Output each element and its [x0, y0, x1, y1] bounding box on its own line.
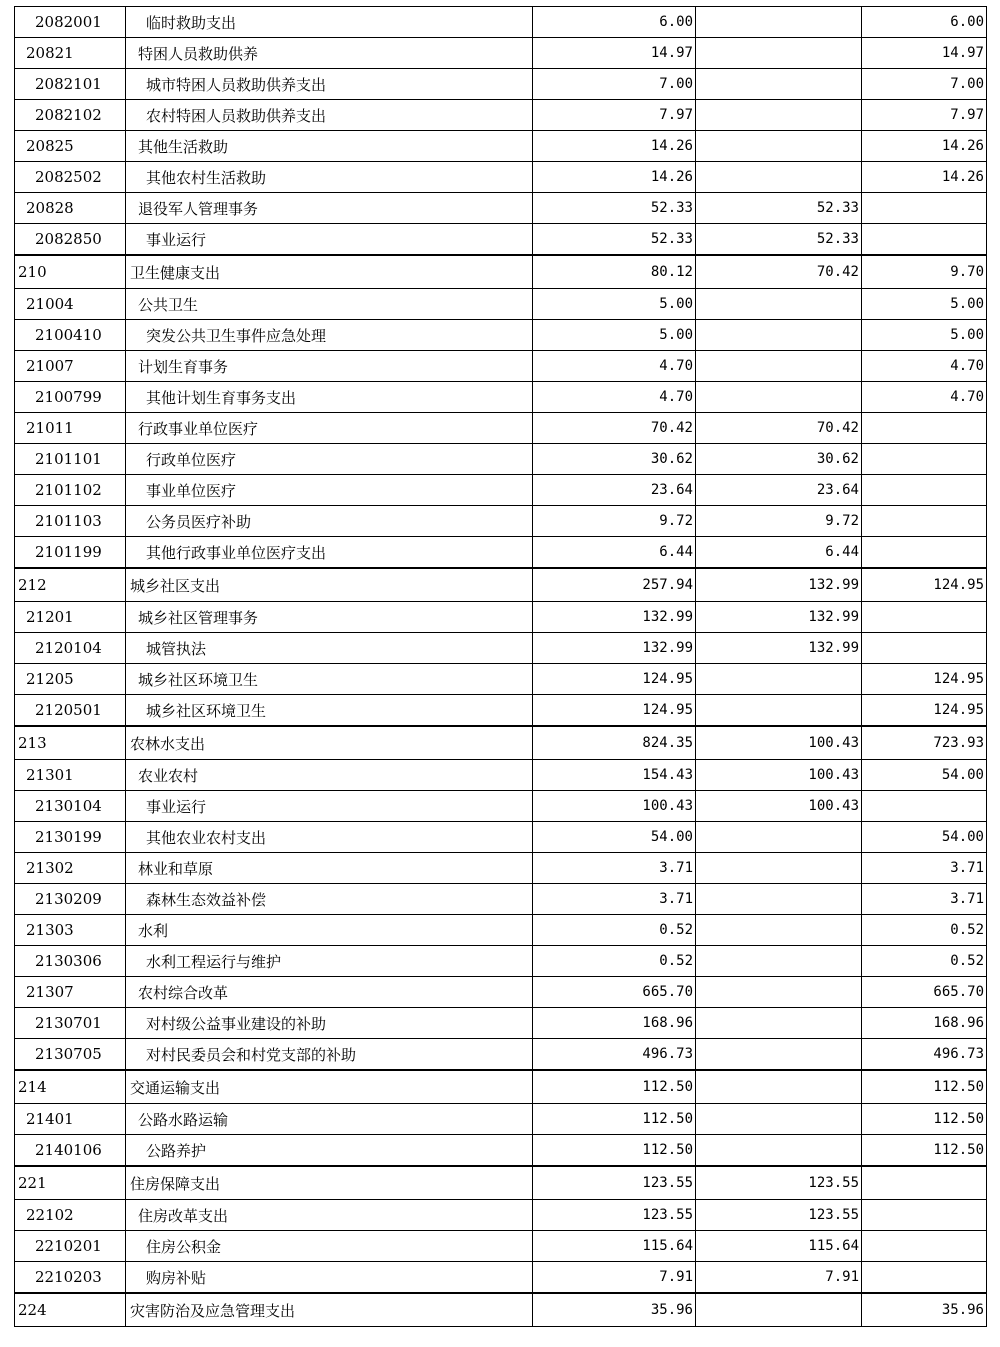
row-code-cell: 2130209	[15, 884, 126, 915]
table-row	[15, 1135, 987, 1167]
table-row	[15, 320, 987, 351]
row-code-cell: 2210203	[15, 1262, 126, 1294]
row-code-cell: 221	[15, 1166, 126, 1200]
row-total-cell: 168.96	[533, 1008, 696, 1039]
row-basic-cell: 115.64	[696, 1231, 862, 1262]
row-name-cell: 城乡社区支出	[126, 568, 533, 602]
row-total-cell: 80.12	[533, 255, 696, 289]
row-total-cell: 4.70	[533, 351, 696, 382]
row-basic-cell	[696, 69, 862, 100]
row-total-cell: 3.71	[533, 853, 696, 884]
table-row	[15, 664, 987, 695]
table-row	[15, 413, 987, 444]
row-name-cell: 突发公共卫生事件应急处理	[126, 320, 533, 351]
row-basic-cell	[696, 289, 862, 320]
row-name-cell: 其他农村生活救助	[126, 162, 533, 193]
row-basic-cell: 100.43	[696, 791, 862, 822]
table-row	[15, 444, 987, 475]
row-code-cell: 2130701	[15, 1008, 126, 1039]
row-code-cell: 224	[15, 1293, 126, 1327]
row-code-cell: 21201	[15, 602, 126, 633]
row-total-cell: 30.62	[533, 444, 696, 475]
row-total-cell: 7.97	[533, 100, 696, 131]
row-basic-cell: 70.42	[696, 255, 862, 289]
table-row	[15, 568, 987, 602]
row-name-cell: 对村民委员会和村党支部的补助	[126, 1039, 533, 1071]
row-name-cell: 城管执法	[126, 633, 533, 664]
row-project-cell: 3.71	[862, 884, 987, 915]
row-code-cell: 2082850	[15, 224, 126, 256]
table-row	[15, 224, 987, 256]
table-row	[15, 602, 987, 633]
row-project-cell	[862, 602, 987, 633]
table-row	[15, 977, 987, 1008]
row-project-cell: 723.93	[862, 726, 987, 760]
row-total-cell: 112.50	[533, 1135, 696, 1167]
row-code-cell: 21004	[15, 289, 126, 320]
row-project-cell	[862, 444, 987, 475]
table-row	[15, 1231, 987, 1262]
row-project-cell: 0.52	[862, 946, 987, 977]
table-row	[15, 1262, 987, 1294]
row-project-cell: 5.00	[862, 320, 987, 351]
row-project-cell: 7.00	[862, 69, 987, 100]
row-basic-cell	[696, 100, 862, 131]
row-code-cell: 214	[15, 1070, 126, 1104]
row-basic-cell	[696, 853, 862, 884]
row-project-cell: 14.26	[862, 162, 987, 193]
row-name-cell: 事业运行	[126, 791, 533, 822]
table-row	[15, 822, 987, 853]
budget-table-body	[15, 7, 987, 1327]
row-name-cell: 水利	[126, 915, 533, 946]
row-project-cell: 168.96	[862, 1008, 987, 1039]
row-name-cell: 森林生态效益补偿	[126, 884, 533, 915]
row-project-cell	[862, 791, 987, 822]
row-total-cell: 124.95	[533, 664, 696, 695]
table-row	[15, 1008, 987, 1039]
row-code-cell: 21011	[15, 413, 126, 444]
row-name-cell: 其他行政事业单位医疗支出	[126, 537, 533, 569]
row-total-cell: 14.26	[533, 131, 696, 162]
row-total-cell: 124.95	[533, 695, 696, 727]
row-basic-cell: 132.99	[696, 568, 862, 602]
row-basic-cell	[696, 1039, 862, 1071]
row-total-cell: 70.42	[533, 413, 696, 444]
row-code-cell: 2210201	[15, 1231, 126, 1262]
row-total-cell: 112.50	[533, 1070, 696, 1104]
table-row	[15, 760, 987, 791]
table-row	[15, 695, 987, 727]
row-total-cell: 123.55	[533, 1166, 696, 1200]
row-basic-cell	[696, 38, 862, 69]
row-project-cell	[862, 1231, 987, 1262]
row-name-cell: 其他计划生育事务支出	[126, 382, 533, 413]
table-row	[15, 884, 987, 915]
row-basic-cell	[696, 382, 862, 413]
row-total-cell: 54.00	[533, 822, 696, 853]
row-total-cell: 6.00	[533, 7, 696, 38]
table-row	[15, 475, 987, 506]
row-name-cell: 水利工程运行与维护	[126, 946, 533, 977]
table-row	[15, 1166, 987, 1200]
row-name-cell: 城乡社区管理事务	[126, 602, 533, 633]
row-total-cell: 35.96	[533, 1293, 696, 1327]
row-code-cell: 20825	[15, 131, 126, 162]
row-name-cell: 特困人员救助供养	[126, 38, 533, 69]
row-basic-cell	[696, 1070, 862, 1104]
row-name-cell: 城乡社区环境卫生	[126, 664, 533, 695]
row-project-cell: 124.95	[862, 664, 987, 695]
table-row	[15, 255, 987, 289]
row-basic-cell: 132.99	[696, 633, 862, 664]
row-name-cell: 农村综合改革	[126, 977, 533, 1008]
row-name-cell: 公路水路运输	[126, 1104, 533, 1135]
row-code-cell: 22102	[15, 1200, 126, 1231]
row-basic-cell	[696, 162, 862, 193]
row-project-cell	[862, 413, 987, 444]
row-basic-cell	[696, 320, 862, 351]
row-project-cell: 496.73	[862, 1039, 987, 1071]
row-code-cell: 2120501	[15, 695, 126, 727]
row-project-cell: 665.70	[862, 977, 987, 1008]
row-name-cell: 农林水支出	[126, 726, 533, 760]
row-total-cell: 132.99	[533, 633, 696, 664]
table-row	[15, 915, 987, 946]
row-project-cell: 112.50	[862, 1104, 987, 1135]
row-code-cell: 21007	[15, 351, 126, 382]
row-total-cell: 0.52	[533, 946, 696, 977]
row-name-cell: 农业农村	[126, 760, 533, 791]
row-project-cell	[862, 475, 987, 506]
row-name-cell: 行政事业单位医疗	[126, 413, 533, 444]
row-project-cell	[862, 506, 987, 537]
row-project-cell: 112.50	[862, 1070, 987, 1104]
row-total-cell: 23.64	[533, 475, 696, 506]
row-project-cell: 124.95	[862, 568, 987, 602]
row-total-cell: 14.26	[533, 162, 696, 193]
row-code-cell: 21301	[15, 760, 126, 791]
row-code-cell: 21205	[15, 664, 126, 695]
row-basic-cell	[696, 695, 862, 727]
row-total-cell: 257.94	[533, 568, 696, 602]
row-project-cell	[862, 633, 987, 664]
row-basic-cell	[696, 1008, 862, 1039]
table-row	[15, 100, 987, 131]
row-basic-cell	[696, 977, 862, 1008]
row-basic-cell	[696, 1104, 862, 1135]
row-basic-cell	[696, 351, 862, 382]
row-name-cell: 对村级公益事业建设的补助	[126, 1008, 533, 1039]
row-project-cell: 6.00	[862, 7, 987, 38]
row-total-cell: 9.72	[533, 506, 696, 537]
row-name-cell: 林业和草原	[126, 853, 533, 884]
row-name-cell: 临时救助支出	[126, 7, 533, 38]
table-row	[15, 633, 987, 664]
row-total-cell: 3.71	[533, 884, 696, 915]
row-basic-cell: 52.33	[696, 193, 862, 224]
row-basic-cell: 30.62	[696, 444, 862, 475]
row-project-cell: 54.00	[862, 822, 987, 853]
budget-table	[14, 6, 987, 1327]
row-code-cell: 2082502	[15, 162, 126, 193]
row-project-cell: 3.71	[862, 853, 987, 884]
row-name-cell: 住房保障支出	[126, 1166, 533, 1200]
row-basic-cell	[696, 915, 862, 946]
row-project-cell: 4.70	[862, 351, 987, 382]
row-code-cell: 2101101	[15, 444, 126, 475]
row-total-cell: 7.00	[533, 69, 696, 100]
row-basic-cell	[696, 1293, 862, 1327]
row-code-cell: 212	[15, 568, 126, 602]
row-total-cell: 52.33	[533, 224, 696, 256]
row-name-cell: 交通运输支出	[126, 1070, 533, 1104]
row-name-cell: 事业运行	[126, 224, 533, 256]
row-project-cell	[862, 1262, 987, 1294]
row-total-cell: 5.00	[533, 320, 696, 351]
row-basic-cell: 9.72	[696, 506, 862, 537]
row-project-cell: 14.26	[862, 131, 987, 162]
row-name-cell: 灾害防治及应急管理支出	[126, 1293, 533, 1327]
row-basic-cell: 7.91	[696, 1262, 862, 1294]
row-name-cell: 城乡社区环境卫生	[126, 695, 533, 727]
row-code-cell: 2130705	[15, 1039, 126, 1071]
row-code-cell: 2140106	[15, 1135, 126, 1167]
row-total-cell: 100.43	[533, 791, 696, 822]
row-code-cell: 2130199	[15, 822, 126, 853]
row-code-cell: 2130104	[15, 791, 126, 822]
row-name-cell: 城市特困人员救助供养支出	[126, 69, 533, 100]
row-name-cell: 公共卫生	[126, 289, 533, 320]
row-name-cell: 其他农业农村支出	[126, 822, 533, 853]
table-row	[15, 1104, 987, 1135]
table-row	[15, 1070, 987, 1104]
row-project-cell	[862, 1166, 987, 1200]
row-project-cell: 35.96	[862, 1293, 987, 1327]
row-code-cell: 2101199	[15, 537, 126, 569]
row-project-cell	[862, 224, 987, 256]
row-total-cell: 665.70	[533, 977, 696, 1008]
row-basic-cell	[696, 1135, 862, 1167]
row-total-cell: 824.35	[533, 726, 696, 760]
row-total-cell: 154.43	[533, 760, 696, 791]
row-project-cell: 124.95	[862, 695, 987, 727]
row-project-cell: 112.50	[862, 1135, 987, 1167]
row-name-cell: 退役军人管理事务	[126, 193, 533, 224]
row-total-cell: 132.99	[533, 602, 696, 633]
row-name-cell: 农村特困人员救助供养支出	[126, 100, 533, 131]
row-code-cell: 21303	[15, 915, 126, 946]
row-name-cell: 住房改革支出	[126, 1200, 533, 1231]
row-basic-cell: 132.99	[696, 602, 862, 633]
row-basic-cell: 123.55	[696, 1200, 862, 1231]
row-code-cell: 2120104	[15, 633, 126, 664]
row-project-cell: 5.00	[862, 289, 987, 320]
row-basic-cell: 100.43	[696, 726, 862, 760]
table-row	[15, 38, 987, 69]
row-basic-cell	[696, 664, 862, 695]
row-basic-cell	[696, 822, 862, 853]
row-project-cell	[862, 537, 987, 569]
table-row	[15, 946, 987, 977]
row-code-cell: 2101103	[15, 506, 126, 537]
row-basic-cell: 123.55	[696, 1166, 862, 1200]
row-project-cell	[862, 193, 987, 224]
row-project-cell	[862, 1200, 987, 1231]
row-code-cell: 21302	[15, 853, 126, 884]
row-code-cell: 2100410	[15, 320, 126, 351]
row-name-cell: 公路养护	[126, 1135, 533, 1167]
row-total-cell: 5.00	[533, 289, 696, 320]
row-code-cell: 20828	[15, 193, 126, 224]
row-total-cell: 0.52	[533, 915, 696, 946]
row-basic-cell: 23.64	[696, 475, 862, 506]
row-name-cell: 住房公积金	[126, 1231, 533, 1262]
row-name-cell: 事业单位医疗	[126, 475, 533, 506]
row-basic-cell: 70.42	[696, 413, 862, 444]
row-name-cell: 购房补贴	[126, 1262, 533, 1294]
table-row	[15, 791, 987, 822]
row-name-cell: 公务员医疗补助	[126, 506, 533, 537]
row-name-cell: 计划生育事务	[126, 351, 533, 382]
row-total-cell: 7.91	[533, 1262, 696, 1294]
row-code-cell: 2100799	[15, 382, 126, 413]
table-row	[15, 726, 987, 760]
row-project-cell: 0.52	[862, 915, 987, 946]
row-basic-cell: 100.43	[696, 760, 862, 791]
table-row	[15, 506, 987, 537]
row-basic-cell: 6.44	[696, 537, 862, 569]
row-code-cell: 210	[15, 255, 126, 289]
row-total-cell: 6.44	[533, 537, 696, 569]
row-name-cell: 行政单位医疗	[126, 444, 533, 475]
table-row	[15, 193, 987, 224]
row-code-cell: 2130306	[15, 946, 126, 977]
row-basic-cell	[696, 946, 862, 977]
row-total-cell: 52.33	[533, 193, 696, 224]
row-project-cell: 14.97	[862, 38, 987, 69]
table-row	[15, 853, 987, 884]
table-row	[15, 537, 987, 569]
row-basic-cell: 52.33	[696, 224, 862, 256]
row-code-cell: 213	[15, 726, 126, 760]
row-basic-cell	[696, 131, 862, 162]
row-project-cell: 9.70	[862, 255, 987, 289]
row-name-cell: 卫生健康支出	[126, 255, 533, 289]
row-basic-cell	[696, 7, 862, 38]
table-row	[15, 7, 987, 38]
row-total-cell: 112.50	[533, 1104, 696, 1135]
row-code-cell: 2082001	[15, 7, 126, 38]
row-code-cell: 2101102	[15, 475, 126, 506]
row-basic-cell	[696, 884, 862, 915]
row-code-cell: 21307	[15, 977, 126, 1008]
row-code-cell: 20821	[15, 38, 126, 69]
row-total-cell: 4.70	[533, 382, 696, 413]
table-row	[15, 382, 987, 413]
row-project-cell: 54.00	[862, 760, 987, 791]
row-code-cell: 2082101	[15, 69, 126, 100]
row-project-cell: 4.70	[862, 382, 987, 413]
row-code-cell: 2082102	[15, 100, 126, 131]
row-code-cell: 21401	[15, 1104, 126, 1135]
row-total-cell: 123.55	[533, 1200, 696, 1231]
table-row	[15, 69, 987, 100]
table-row	[15, 131, 987, 162]
table-row	[15, 162, 987, 193]
row-total-cell: 14.97	[533, 38, 696, 69]
table-row	[15, 351, 987, 382]
row-project-cell: 7.97	[862, 100, 987, 131]
table-row	[15, 289, 987, 320]
table-row	[15, 1039, 987, 1071]
table-row	[15, 1200, 987, 1231]
table-row	[15, 1293, 987, 1327]
row-total-cell: 115.64	[533, 1231, 696, 1262]
row-total-cell: 496.73	[533, 1039, 696, 1071]
row-name-cell: 其他生活救助	[126, 131, 533, 162]
